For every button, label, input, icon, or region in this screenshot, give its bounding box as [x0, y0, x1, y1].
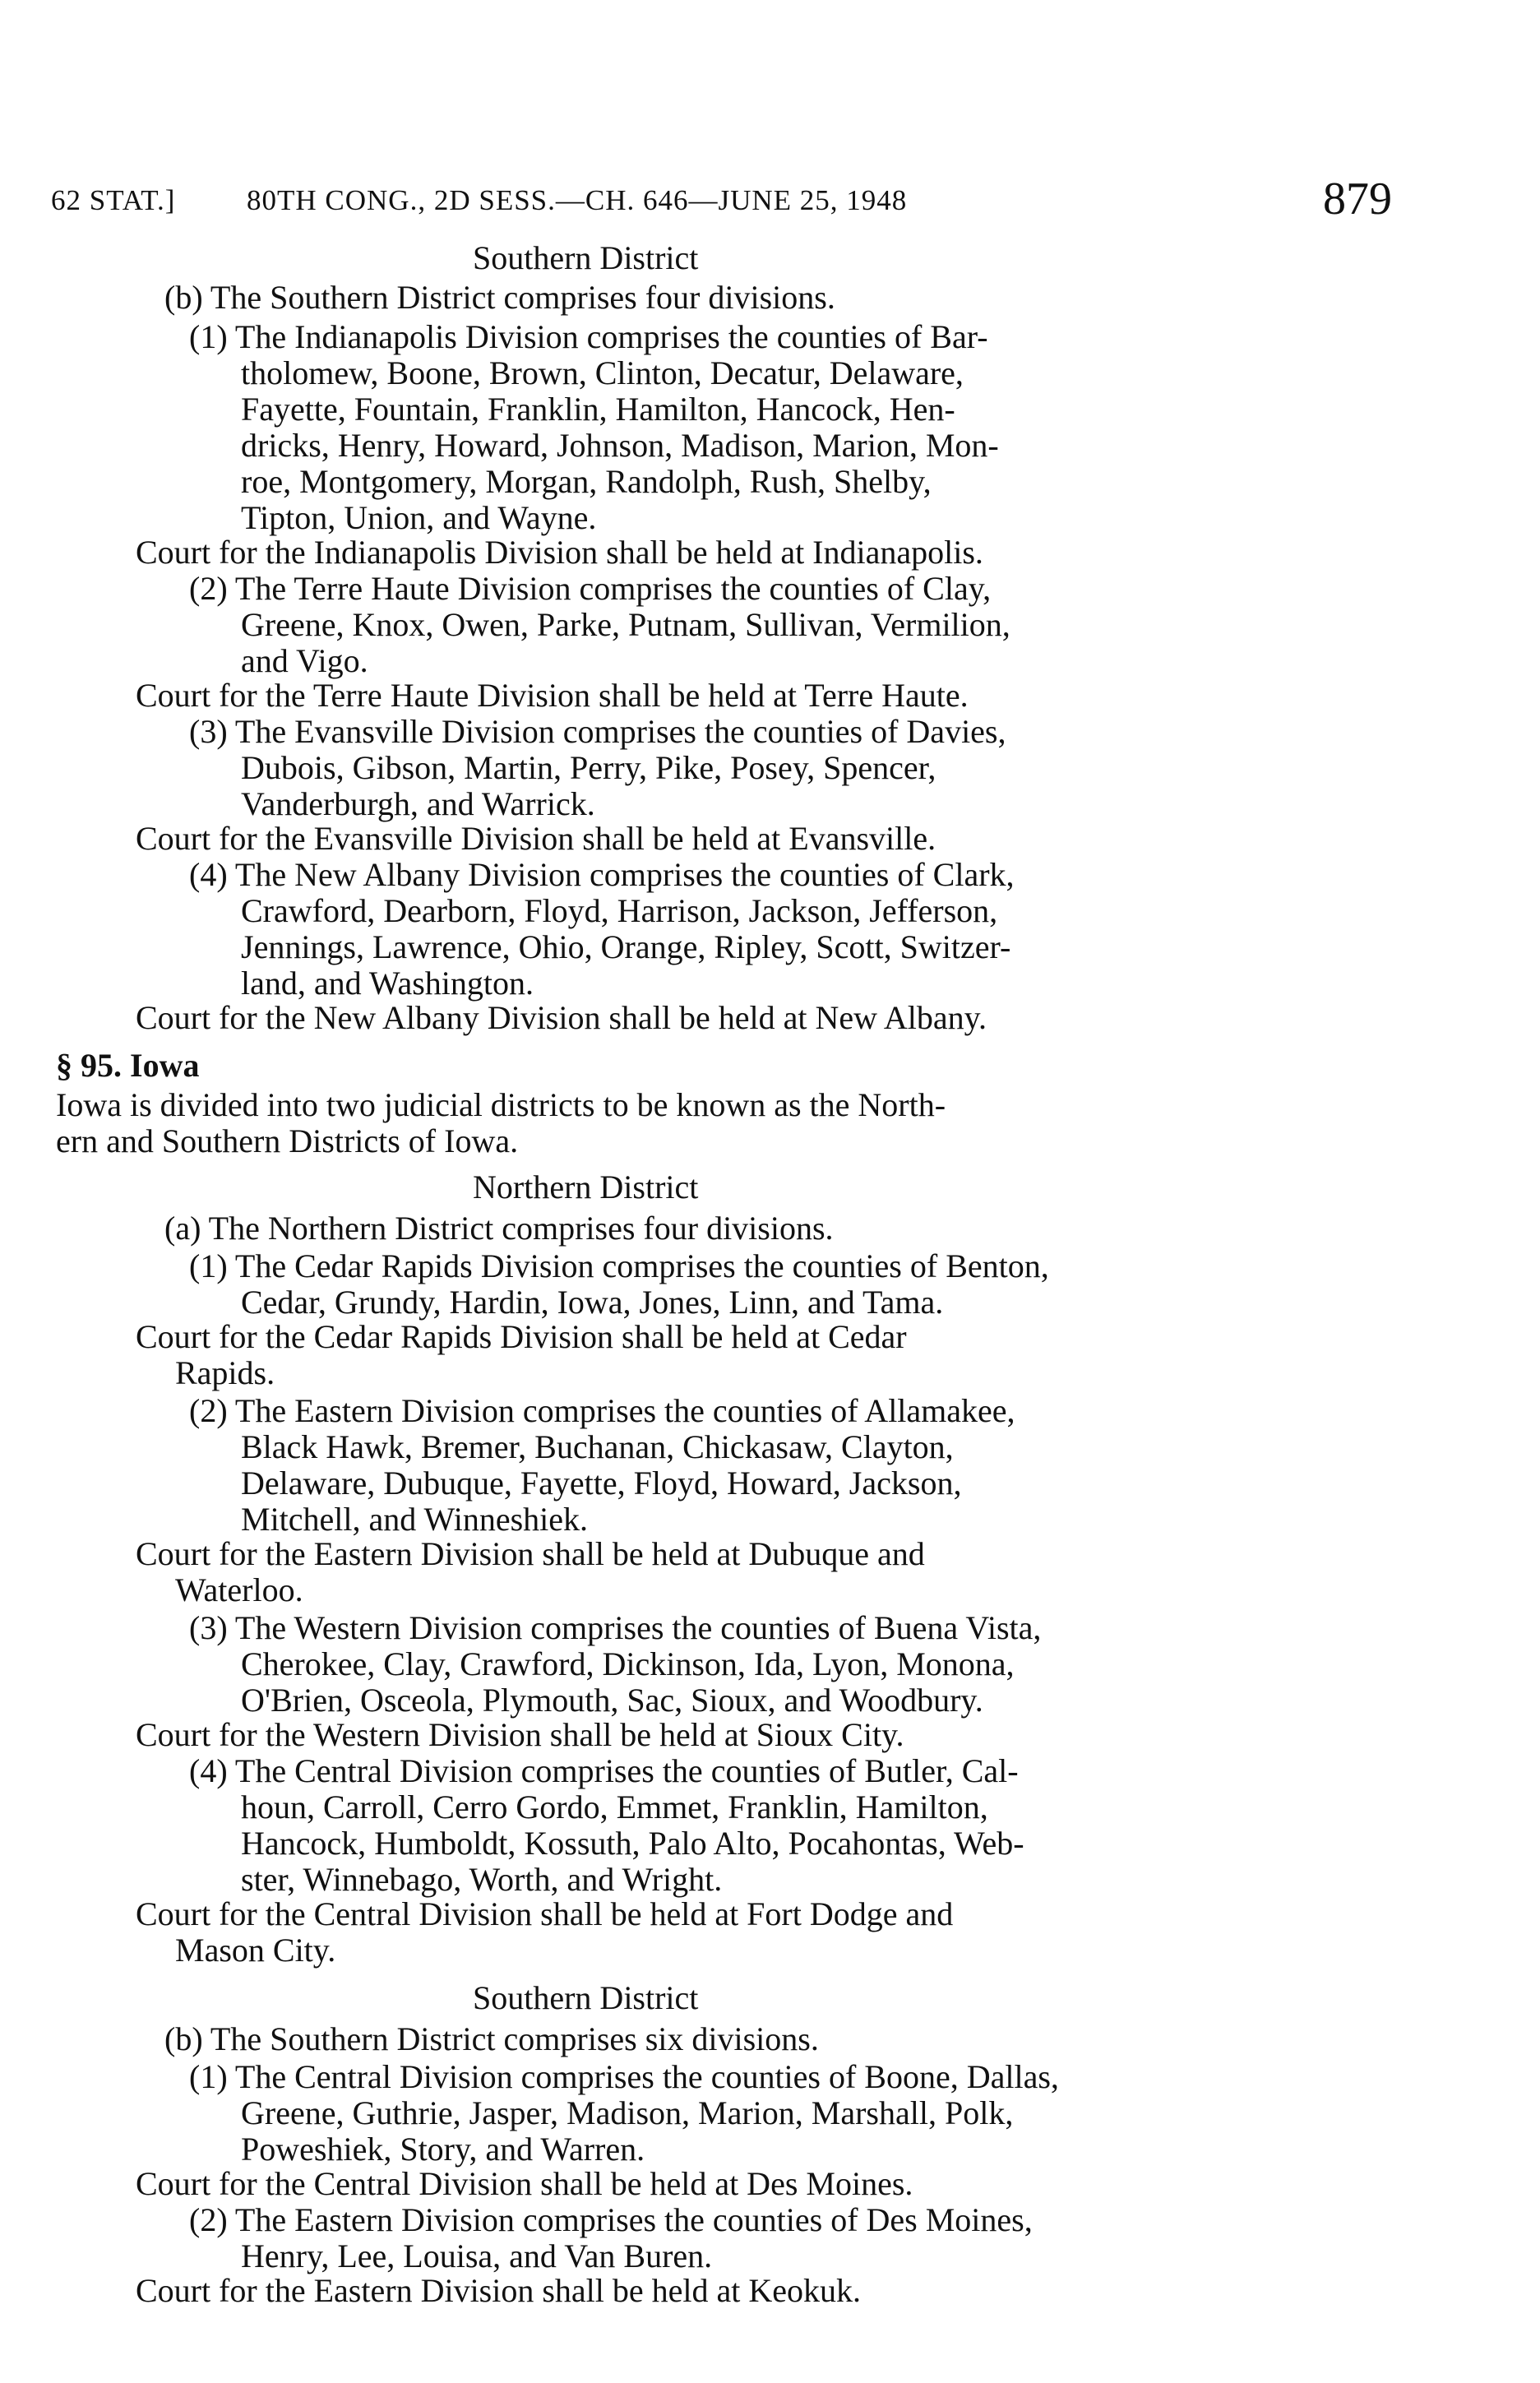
section-text-line: Iowa is divided into two judicial districts to be known as the North- [56, 1086, 946, 1123]
division-continuation-line: Greene, Knox, Owen, Parke, Putnam, Sullivan, Vermilion, [241, 606, 1010, 643]
division-item-line: (1) The Indianapolis Division comprises the counties of Bar- [189, 318, 988, 355]
court-location-line: Court for the Central Division shall be held at Des Moines. [136, 2165, 913, 2202]
division-continuation-line: houn, Carroll, Cerro Gordo, Emmet, Franklin, Hamilton, [241, 1788, 988, 1825]
court-location-line: Court for the Cedar Rapids Division shall be held at Cedar [136, 1318, 907, 1355]
court-location-line: Court for the Evansville Division shall be held at Evansville. [136, 820, 936, 857]
district-heading: Southern District [473, 1979, 699, 2016]
subsection-line: (b) The Southern District comprises six divisions. [164, 2020, 819, 2057]
division-continuation-line: Poweshiek, Story, and Warren. [241, 2131, 645, 2168]
division-item-line: (4) The New Albany Division comprises the counties of Clark, [189, 856, 1015, 893]
division-continuation-line: roe, Montgomery, Morgan, Randolph, Rush, Shelby, [241, 463, 932, 500]
division-continuation-line: Crawford, Dearborn, Floyd, Harrison, Jackson, Jefferson, [241, 892, 998, 929]
division-continuation-line: Mitchell, and Winneshiek. [241, 1501, 589, 1538]
court-location-continuation: Waterloo. [175, 1571, 303, 1608]
division-continuation-line: Henry, Lee, Louisa, and Van Buren. [241, 2237, 713, 2274]
division-continuation-line: and Vigo. [241, 642, 368, 679]
page-number: 879 [1323, 174, 1392, 224]
district-heading: Southern District [473, 239, 699, 276]
division-continuation-line: Fayette, Fountain, Franklin, Hamilton, Hancock, Hen- [241, 391, 955, 428]
subsection-line: (b) The Southern District comprises four divisions. [164, 279, 835, 316]
division-continuation-line: land, and Washington. [241, 965, 534, 1002]
court-location-line: Court for the Terre Haute Division shall be held at Terre Haute. [136, 677, 969, 714]
section-text-line: ern and Southern Districts of Iowa. [56, 1122, 519, 1159]
subsection-line: (a) The Northern District comprises four divisions. [164, 1210, 834, 1247]
division-continuation-line: Greene, Guthrie, Jasper, Madison, Marion, Marshall, Polk, [241, 2094, 1014, 2131]
court-location-line: Court for the Eastern Division shall be held at Dubuque and [136, 1535, 925, 1572]
division-continuation-line: Vanderburgh, and Warrick. [241, 785, 595, 822]
division-item-line: (4) The Central Division comprises the counties of Butler, Cal- [189, 1752, 1019, 1789]
court-location-continuation: Rapids. [175, 1354, 275, 1391]
division-continuation-line: Jennings, Lawrence, Ohio, Orange, Ripley, Scott, Switzer- [241, 928, 1011, 965]
court-location-line: Court for the Indianapolis Division shall be held at Indianapolis. [136, 534, 983, 571]
division-continuation-line: Dubois, Gibson, Martin, Perry, Pike, Posey, Spencer, [241, 749, 936, 786]
running-header-volume: 62 STAT.] [51, 184, 176, 216]
division-continuation-line: Black Hawk, Bremer, Buchanan, Chickasaw, Clayton, [241, 1428, 954, 1465]
court-location-line: Court for the Western Division shall be held at Sioux City. [136, 1716, 904, 1753]
division-item-line: (2) The Eastern Division comprises the counties of Des Moines, [189, 2201, 1033, 2238]
division-continuation-line: dricks, Henry, Howard, Johnson, Madison, Marion, Mon- [241, 427, 999, 464]
division-continuation-line: Hancock, Humboldt, Kossuth, Palo Alto, Pocahontas, Web- [241, 1825, 1024, 1862]
division-item-line: (1) The Cedar Rapids Division comprises the counties of Benton, [189, 1247, 1049, 1284]
division-continuation-line: O'Brien, Osceola, Plymouth, Sac, Sioux, and Woodbury. [241, 1682, 983, 1719]
division-continuation-line: Tipton, Union, and Wayne. [241, 499, 597, 536]
running-header-citation: 80TH CONG., 2D SESS.—CH. 646—JUNE 25, 1948 [247, 184, 908, 216]
division-continuation-line: Delaware, Dubuque, Fayette, Floyd, Howard, Jackson, [241, 1465, 962, 1502]
division-continuation-line: ster, Winnebago, Worth, and Wright. [241, 1861, 723, 1898]
division-continuation-line: tholomew, Boone, Brown, Clinton, Decatur, Delaware, [241, 354, 964, 391]
court-location-line: Court for the Eastern Division shall be held at Keokuk. [136, 2272, 862, 2309]
section-heading: § 95. Iowa [56, 1047, 200, 1084]
division-item-line: (1) The Central Division comprises the counties of Boone, Dallas, [189, 2058, 1059, 2095]
division-item-line: (2) The Terre Haute Division comprises the counties of Clay, [189, 570, 992, 607]
court-location-line: Court for the Central Division shall be held at Fort Dodge and [136, 1895, 954, 1932]
division-item-line: (2) The Eastern Division comprises the counties of Allamakee, [189, 1392, 1015, 1429]
district-heading: Northern District [473, 1168, 699, 1205]
court-location-continuation: Mason City. [175, 1932, 336, 1969]
division-item-line: (3) The Western Division comprises the counties of Buena Vista, [189, 1609, 1042, 1646]
court-location-line: Court for the New Albany Division shall be held at New Albany. [136, 999, 987, 1036]
division-item-line: (3) The Evansville Division comprises the counties of Davies, [189, 713, 1006, 750]
division-continuation-line: Cherokee, Clay, Crawford, Dickinson, Ida, Lyon, Monona, [241, 1645, 1015, 1682]
division-continuation-line: Cedar, Grundy, Hardin, Iowa, Jones, Linn, and Tama. [241, 1284, 944, 1321]
